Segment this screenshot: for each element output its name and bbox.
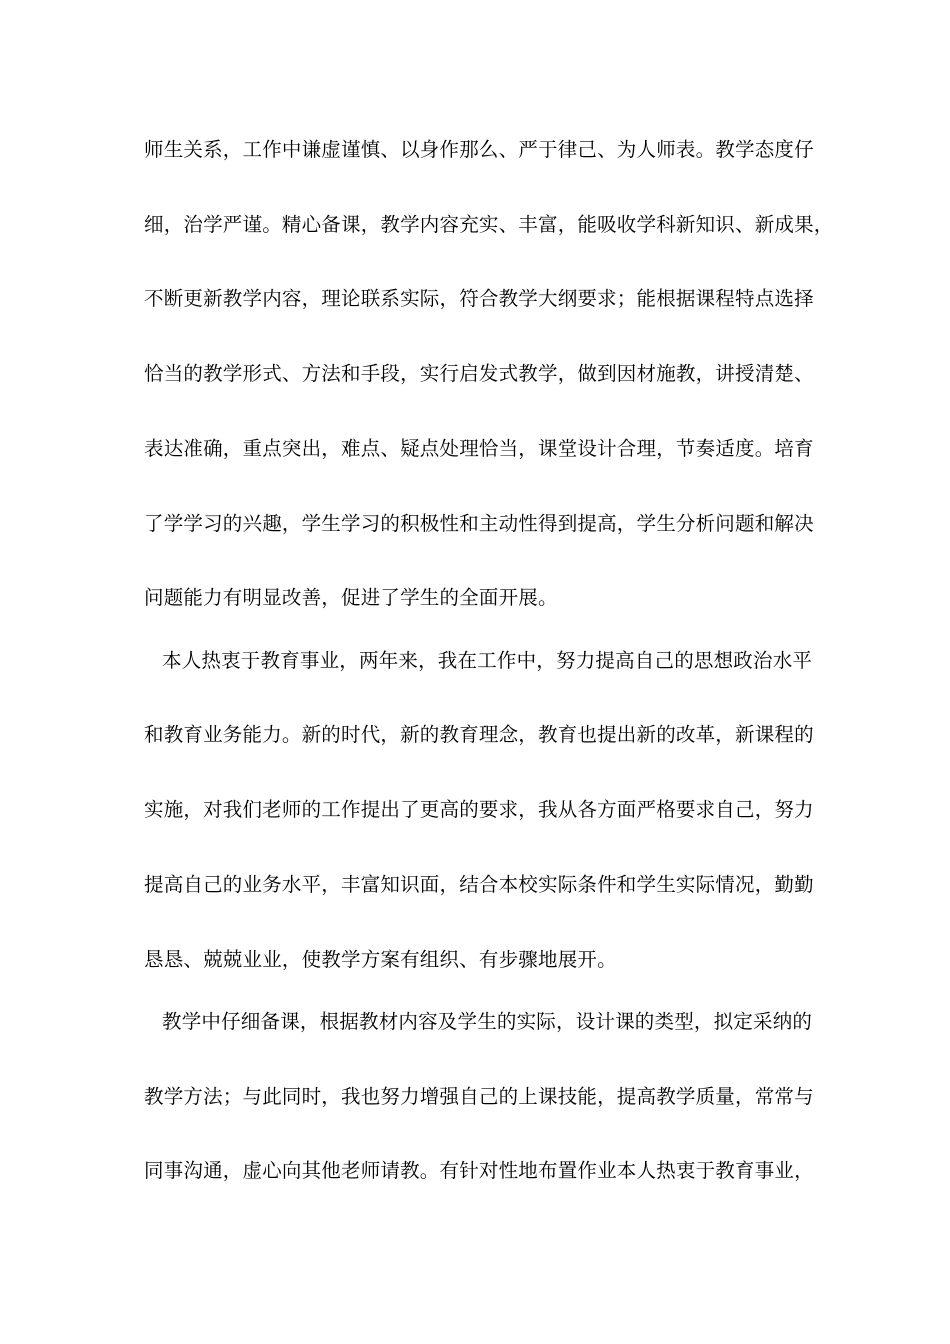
text-line: 问题能力有明显改善，促进了学生的全面开展。 — [144, 586, 558, 609]
text-line: 恰当的教学形式、方法和手段，实行启发式教学，做到因材施教，讲授清楚、 — [144, 362, 814, 385]
text-line: 细，治学严谨。精心备课，教学内容充实、丰富，能吸收学科新知识、新成果， — [144, 213, 834, 236]
text-line: 教学中仔细备课，根据教材内容及学生的实际，设计课的类型，拟定采纳的 — [162, 1010, 813, 1033]
text-line: 不断更新教学内容，理论联系实际，符合教学大纲要求；能根据课程特点选择 — [144, 287, 814, 310]
text-line: 师生关系，工作中谦虚谨慎、以身作那么、严于律己、为人师表。教学态度仔 — [144, 138, 814, 161]
text-line: 本人热衷于教育事业，两年来，我在工作中，努力提高自己的思想政治水平 — [162, 649, 813, 672]
text-line: 实施，对我们老师的工作提出了更高的要求，我从各方面严格要求自己，努力 — [144, 798, 814, 821]
text-line: 表达准确，重点突出，难点、疑点处理恰当，课堂设计合理，节奏适度。培育 — [144, 437, 814, 460]
text-line: 恳恳、兢兢业业，使教学方案有组织、有步骤地展开。 — [144, 948, 617, 971]
text-line: 提高自己的业务水平，丰富知识面，结合本校实际条件和学生实际情况，勤勤 — [144, 873, 814, 896]
text-line: 和教育业务能力。新的时代，新的教育理念，教育也提出新的改革，新课程的 — [144, 723, 814, 746]
text-line: 同事沟通，虚心向其他老师请教。有针对性地布置作业本人热衷于教育事业， — [144, 1159, 814, 1182]
text-line: 了学学习的兴趣，学生学习的积极性和主动性得到提高，学生分析问题和解决 — [144, 512, 814, 535]
text-line: 教学方法；与此同时，我也努力增强自己的上课技能，提高教学质量，常常与 — [144, 1085, 814, 1108]
